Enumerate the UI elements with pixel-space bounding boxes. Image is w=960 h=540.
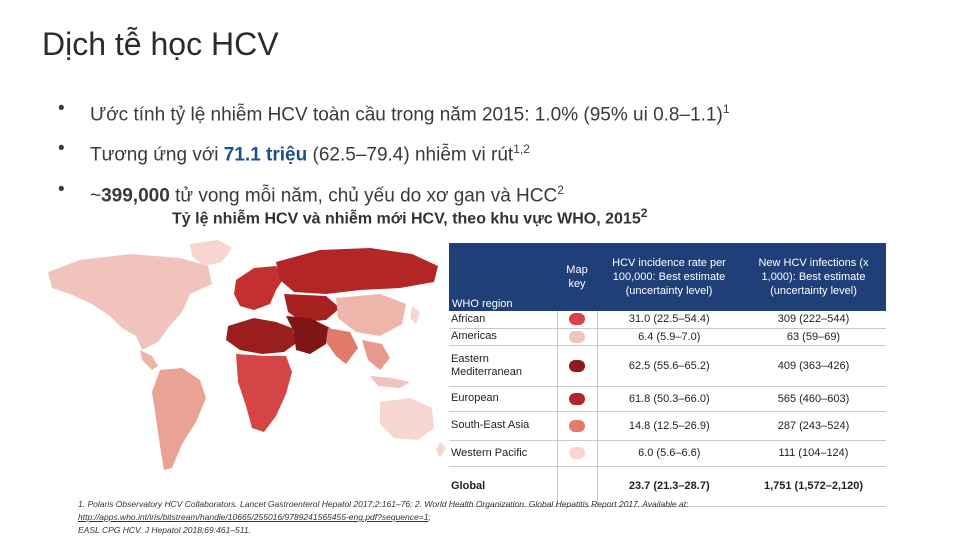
table-row bbox=[449, 411, 886, 440]
infections-value: 1,751 (1,572–2,120) bbox=[741, 466, 886, 506]
map-japan bbox=[410, 306, 420, 324]
map-key-dot bbox=[569, 313, 585, 325]
map-indonesia bbox=[370, 376, 410, 388]
map-key-dot bbox=[569, 331, 585, 343]
map-southeast-asia bbox=[362, 340, 390, 370]
map-south-america bbox=[152, 368, 206, 470]
header-who-region: WHO region bbox=[449, 243, 557, 311]
incidence-value: 61.8 (50.3–66.0) bbox=[597, 386, 741, 411]
incidence-value: 6.4 (5.9–7.0) bbox=[597, 328, 741, 345]
map-key-swatch bbox=[557, 440, 597, 466]
infections-value: 287 (243–524) bbox=[741, 411, 886, 440]
table-row bbox=[449, 440, 886, 466]
map-key-swatch bbox=[557, 328, 597, 345]
map-key-swatch bbox=[557, 386, 597, 411]
map-key-dot bbox=[569, 360, 585, 372]
infections-value: 63 (59–69) bbox=[741, 328, 886, 345]
region-name: European bbox=[449, 386, 557, 411]
bullet-deaths: • ~399,000 tử vong mỗi năm, chủ yếu do xơ gan và HCC$^2$ bbox=[58, 173, 730, 213]
map-key-swatch bbox=[557, 311, 597, 328]
map-north-africa bbox=[226, 318, 298, 354]
bullet-list bbox=[58, 92, 730, 213]
region-name: Eastern Mediterranean bbox=[449, 345, 557, 386]
map-australia bbox=[380, 398, 434, 440]
region-name: Global bbox=[449, 466, 557, 506]
bullet-prevalence: • Ước tính tỷ lệ nhiễm HCV toàn cầu trong năm 2015: 1.0% (95% ui 0.8–1.1)$^1$ bbox=[58, 92, 730, 132]
region-name: African bbox=[449, 311, 557, 328]
references-footnote bbox=[78, 498, 878, 537]
infections-value: 111 (104–124) bbox=[741, 440, 886, 466]
map-greenland bbox=[190, 240, 232, 266]
map-russia bbox=[276, 248, 438, 294]
infections-value: 565 (460–603) bbox=[741, 386, 886, 411]
reference-line-1: 1. Polaris Observatory HCV Collaborators. Lancet Gastroenterol Hepatol 2017;2:161–76; 2. World Health Organization. Global Hepatitis Report 2017. Available at: bbox=[78, 499, 689, 509]
incidence-value: 14.8 (12.5–26.9) bbox=[597, 411, 741, 440]
incidence-value: 23.7 (21.3–28.7) bbox=[597, 466, 741, 506]
incidence-value: 31.0 (22.5–54.4) bbox=[597, 311, 741, 328]
map-key-dot bbox=[569, 393, 585, 405]
map-south-asia bbox=[326, 328, 358, 364]
table-row bbox=[449, 345, 886, 386]
world-map bbox=[40, 232, 450, 490]
who-report-link[interactable]: http://apps.who.int/iris/bitstream/handle/10665/255016/9789241565455-eng.pdf?sequence=1 bbox=[78, 512, 429, 522]
map-new-zealand bbox=[436, 442, 446, 458]
infections-value: 309 (222–544) bbox=[741, 311, 886, 328]
map-central-america bbox=[140, 350, 158, 370]
region-name: South-East Asia bbox=[449, 411, 557, 440]
map-key-swatch bbox=[557, 345, 597, 386]
region-name: Americas bbox=[449, 328, 557, 345]
header-new-infections: New HCV infections (x 1,000): Best estimate (uncertainty level) bbox=[741, 243, 886, 311]
table-row bbox=[449, 311, 886, 328]
slide-title: Dịch tễ học HCV bbox=[42, 26, 279, 62]
reference-line-3: EASL CPG HCV. J Hepatol 2018;69:461–511. bbox=[78, 525, 251, 535]
table-row bbox=[449, 386, 886, 411]
map-key-swatch bbox=[557, 411, 597, 440]
map-north-america bbox=[48, 254, 212, 350]
incidence-value: 62.5 (55.6–65.2) bbox=[597, 345, 741, 386]
header-incidence-rate: HCV incidence rate per 100,000: Best estimate (uncertainty level) bbox=[597, 243, 741, 311]
map-sub-saharan-africa bbox=[236, 354, 292, 432]
map-east-asia bbox=[336, 294, 406, 336]
figure-subtitle: Tỷ lệ nhiễm HCV và nhiễm mới HCV, theo khu vực WHO, 2015$^2$ bbox=[172, 206, 648, 228]
header-map-key: Map key bbox=[557, 243, 597, 311]
map-key-dot bbox=[569, 420, 585, 432]
table-row bbox=[449, 328, 886, 345]
bullet-infections: • Tương ứng với 71.1 triệu (62.5–79.4) nhiễm vi rút$^{1,2}$ bbox=[58, 132, 730, 172]
incidence-value: 6.0 (5.6–6.6) bbox=[597, 440, 741, 466]
infections-value: 409 (363–426) bbox=[741, 345, 886, 386]
region-name: Western Pacific bbox=[449, 440, 557, 466]
hcv-region-table bbox=[449, 243, 886, 507]
reference-line-2: http://apps.who.int/iris/bitstream/handle/10665/255016/9789241565455-eng.pdf?sequence=1; bbox=[78, 512, 431, 522]
map-europe bbox=[234, 266, 284, 310]
map-key-dot bbox=[569, 447, 585, 459]
